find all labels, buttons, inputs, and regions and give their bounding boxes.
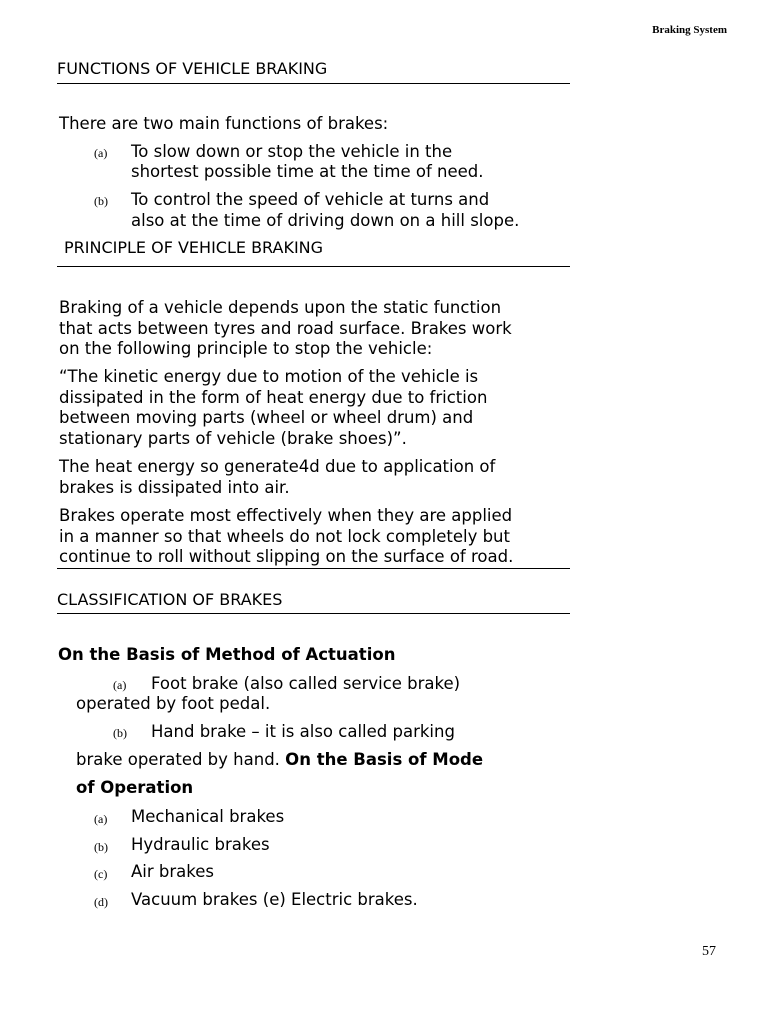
section-heading-principle: PRINCIPLE OF VEHICLE BRAKING bbox=[64, 238, 324, 257]
text-line: stationary parts of vehicle (brake shoes)”. bbox=[59, 428, 407, 448]
paragraph bbox=[59, 506, 569, 568]
text-line: between moving parts (wheel or wheel drum) and bbox=[59, 408, 474, 427]
list-item-text: Air brakes bbox=[131, 862, 214, 881]
list-marker: (b) bbox=[94, 194, 108, 208]
list-marker: (b) bbox=[113, 726, 127, 740]
list-marker: (a) bbox=[94, 812, 108, 826]
list-marker: (c) bbox=[94, 867, 108, 881]
heading-rule bbox=[57, 266, 570, 267]
list-marker: (a) bbox=[113, 678, 127, 692]
subheading-mode: On the Basis of Mode bbox=[285, 750, 484, 769]
text-line: continue to roll without slipping on the surface of road. bbox=[59, 547, 514, 566]
section-rule bbox=[57, 568, 570, 569]
list-item-text: To control the speed of vehicle at turns and bbox=[131, 190, 490, 209]
list-item-text: To slow down or stop the vehicle in the bbox=[131, 142, 453, 161]
text-line: dissipated in the form of heat energy due to friction bbox=[59, 387, 488, 407]
page-number: 57 bbox=[702, 944, 716, 959]
list-item-text: Foot brake (also called service brake) bbox=[151, 674, 461, 693]
list-item-text: Vacuum brakes (e) Electric brakes. bbox=[131, 890, 418, 909]
heading-rule bbox=[57, 613, 570, 614]
list-item-text: Hand brake – it is also called parking bbox=[151, 722, 455, 741]
list-marker: (a) bbox=[94, 146, 108, 160]
text-line: on the following principle to stop the vehicle: bbox=[59, 339, 433, 358]
text-line: Braking of a vehicle depends upon the static function bbox=[59, 298, 502, 317]
list-item-text: operated by foot pedal. bbox=[76, 694, 271, 713]
running-header: Braking System bbox=[652, 24, 727, 36]
text-line: brakes is dissipated into air. bbox=[59, 477, 290, 497]
list-marker: (b) bbox=[94, 840, 108, 854]
list-item-text: shortest possible time at the time of need. bbox=[131, 162, 484, 181]
section-heading-classification: CLASSIFICATION OF BRAKES bbox=[57, 590, 283, 609]
text-line: in a manner so that wheels do not lock completely but bbox=[59, 526, 510, 546]
heading-rule bbox=[57, 83, 570, 84]
list-item-text: Hydraulic brakes bbox=[131, 835, 270, 854]
functions-intro: There are two main functions of brakes: bbox=[59, 114, 389, 133]
quoted-principle bbox=[59, 367, 569, 449]
text-line: Brakes operate most effectively when they are applied bbox=[59, 506, 513, 525]
paragraph bbox=[59, 457, 569, 498]
section-heading-functions: FUNCTIONS OF VEHICLE BRAKING bbox=[57, 59, 328, 78]
list-item-text: Mechanical brakes bbox=[131, 807, 285, 826]
list-item-text bbox=[76, 750, 483, 771]
list-item-text: also at the time of driving down on a hill slope. bbox=[131, 211, 520, 230]
subheading-mode-continued: of Operation bbox=[76, 778, 194, 797]
text-line: “The kinetic energy due to motion of the vehicle is bbox=[59, 367, 479, 386]
list-marker: (d) bbox=[94, 895, 108, 909]
paragraph bbox=[59, 298, 569, 360]
text-run: brake operated by hand. bbox=[76, 750, 286, 769]
text-line: that acts between tyres and road surface. Brakes work bbox=[59, 318, 512, 338]
text-line: The heat energy so generate4d due to application of bbox=[59, 457, 496, 476]
subheading-actuation: On the Basis of Method of Actuation bbox=[58, 645, 396, 664]
